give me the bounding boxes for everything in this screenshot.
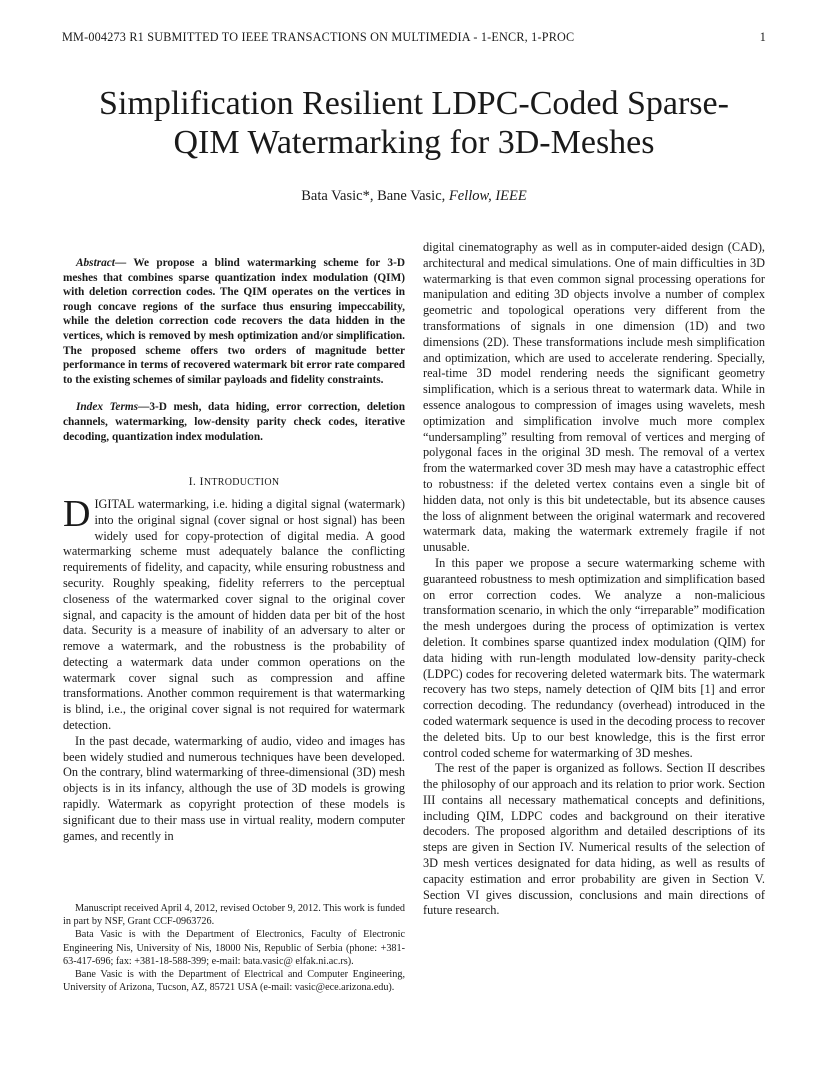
author-line: [0, 188, 828, 205]
authors-membership: Fellow, IEEE: [448, 188, 527, 204]
intro-paragraph-2: In the past decade, watermarking of audio, video and images has been widely studied and numerous techniques have been developed. On the contrary, blind watermarking of three-dimensional (3D) mesh objects is in its infancy, although the use of 3D models is growing rapidly. Watermark as copyright protection of these models is significant due to their mass use in virtual reality, modern computer games, and recently in: [63, 733, 405, 843]
index-terms-text: —3-D mesh, data hiding, error correction, deletion channels, watermarking, low-density parity check codes, iterative decoding, quantization index modulation.: [63, 401, 405, 443]
abstract: [63, 256, 405, 387]
footnote-author-1: Bata Vasic is with the Department of Electronics, Faculty of Electronic Engineering Nis, University of Nis, 18000 Nis, Republic of Serbia (phone: +381-63-417-696; fax: +381-18-588-399; e-mail: bata.vasic@ elfak.ni.ac.rs).: [63, 929, 405, 967]
intro-paragraph-4: In this paper we propose a secure watermarking scheme with guaranteed robustness to mesh optimization and simplification based on error correction codes. We analyze a non-malicious transformation scenario, in which the only “irreparable” modification the mesh undergoes during the process of optimization is vertex deletion. It combines sparse quantized index modulation (QIM) for data hiding with run-length modulated low-density parity-check (LDPC) codes for recovering deleted watermark bits. The watermark recovery has two steps, namely detection of QIM bits [1] and error correction decoding. The redundancy (overhead) introduced in the coded watermark sequence is used in the decoding process to recover the deleted bits. Up to our best knowledge, this is the first error control coded scheme for watermarking of 3D meshes.: [423, 555, 765, 760]
intro-p1-text: IGITAL watermarking, i.e. hiding a digital signal (watermark) into the original signal (cover signal or host signal) has been widely used for copy-protection of digital media. A good watermarking scheme must adequately balance the conflicting requirements of fidelity, and capacity, while ensuring robustness and security. Roughly speaking, fidelity referrers to the perceptual closeness of the watermarked cover signal to the original cover signal, and capacity is the amount of hidden data per bit of the host data. Security is a measure of inability of an adversary to alter or remove a watermark, and the robustness is the probability of detecting a watermark data under common operations on the watermark cover signal such as compression and affine transformations. Another common requirement is that watermarking is blind, i.e., the original cover signal is not required for watermark detection.: [63, 496, 405, 733]
intro-paragraph-5: The rest of the paper is organized as follows. Section II describes the philosophy of our approach and its relation to prior work. Section III contains all necessary mathematical concepts and definitions, including QIM, LDPC codes and background on their iterative decoders. The proposed algorithm and detailed descriptions of its steps are given in Section IV. Numerical results of the selection of 3D mesh vertices designated for data hiding, as well as results of capacity estimation and error probability are given in Section V. Section VI gives discussion, conclusions and main directions of future research.: [423, 761, 765, 918]
footnote-manuscript: Manuscript received April 4, 2012, revised October 9, 2012. This work is funded in part by NSF, Grant CCF-0963726.: [63, 903, 405, 928]
footnote-author-2: Bane Vasic is with the Department of Electrical and Computer Engineering, University of Arizona, Tucson, AZ, 85721 USA (e-mail: vasic@ece.arizona.edu).: [63, 969, 405, 994]
running-head-text: MM-004273 R1 SUBMITTED TO IEEE TRANSACTIONS ON MULTIMEDIA - 1-ENCR, 1-PROC: [62, 30, 575, 44]
left-column: [63, 256, 405, 844]
section-title-rest: NTRODUCTION: [203, 477, 280, 489]
running-head: [62, 30, 766, 45]
drop-cap: D: [63, 492, 91, 535]
abstract-text: — We propose a blind watermarking scheme for 3-D meshes that combines sparse quantization index modulation (QIM) with deletion correction codes. The QIM operates on the vertices in rough concave regions of the surface thus ensuring impeccability, while the deletion correction code recovers the data hidden in the vertices, which is removed by mesh optimization and/or simplification. The proposed scheme offers two orders of magnitude better performance in terms of recovered watermark bit error rate compared to the existing schemes of similar payloads and fidelity constraints.: [63, 257, 405, 386]
page-number: 1: [759, 30, 766, 44]
intro-paragraph-1: [63, 492, 405, 734]
abstract-lead: Abstract: [76, 257, 115, 269]
right-column: [423, 240, 765, 919]
authors-names: Bata Vasic*, Bane Vasic,: [301, 188, 449, 204]
index-terms: [63, 400, 405, 444]
paper-title: [40, 84, 788, 162]
footnotes: [63, 902, 405, 994]
intro-paragraph-3: digital cinematography as well as in computer-aided design (CAD), architectural and medical simulations. One of main difficulties in 3D watermarking is that even common signal processing operations for manipulation and editing 3D objects involve a number of complex geometric and topological operations very different from the transformations of signals in one dimension (1D) and two dimensions (2D). These transformations include mesh simplification and optimization, which are used to accelerate rendering. Specially, real-time 3D model rendering needs the significant geometry simplification, which is a serious threat to watermark data. While in essence analogous to compression of images using wavelets, mesh optimization and simplification involve much more complex “undersampling” resulting from removal of vertices and merging of polygonal faces in the original 3D mesh. The removal of a vertex from the watermarked cover 3D mesh may have a catastrophic effect to robustness: if the deleted vertex contains even a single bit of hidden data, not only is this bit undetectable, but its absence causes the loss of alignment between the original watermark and recovered watermark data, making the watermark extremely fragile if not unusable.: [423, 240, 765, 555]
section-heading: [63, 474, 405, 491]
title-line-1: Simplification Resilient LDPC-Coded Sparse-: [99, 85, 729, 122]
section-initial: I: [199, 474, 204, 489]
title-line-2: QIM Watermarking for 3D-Meshes: [173, 124, 655, 161]
section-numeral: I.: [188, 474, 197, 489]
index-terms-lead: Index Terms: [76, 401, 139, 414]
